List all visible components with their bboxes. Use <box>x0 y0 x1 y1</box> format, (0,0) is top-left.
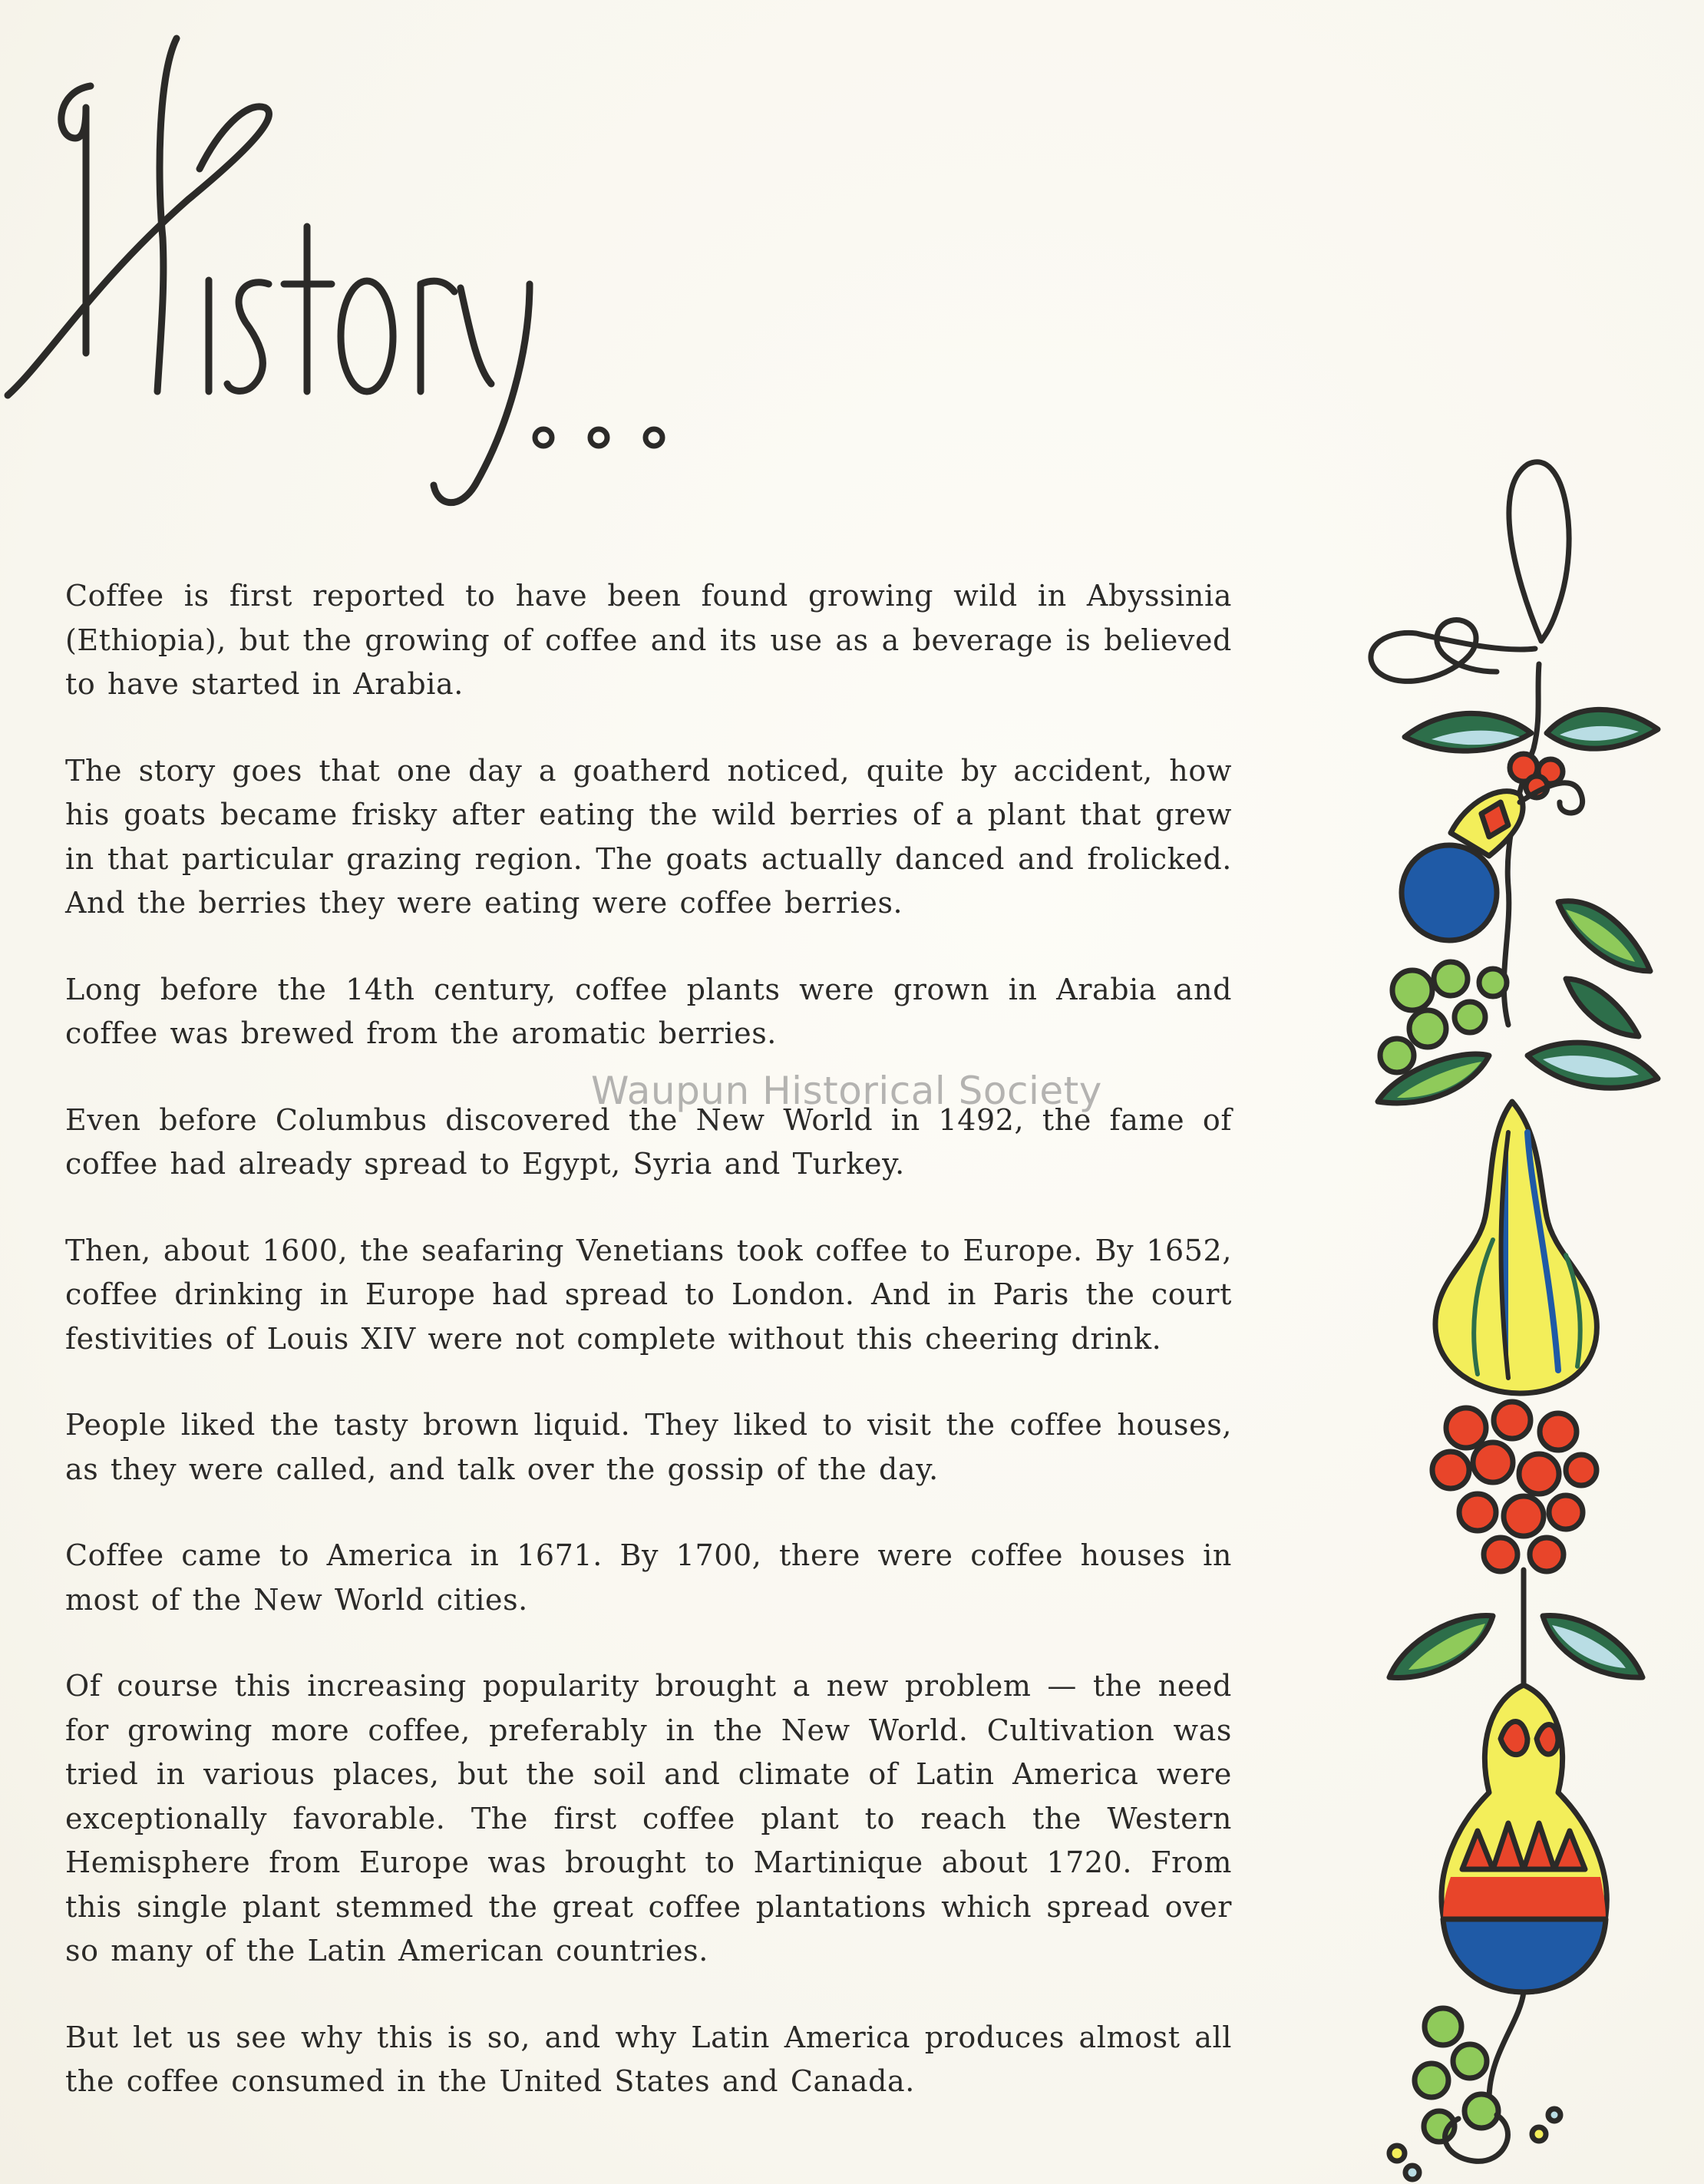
paragraph-9: But let us see why this is so, and why Latin America produces almost all the coffee consumed in the United States and Canada. <box>65 2020 1232 2098</box>
red-berry <box>1484 1538 1517 1571</box>
paragraph-2: The story goes that one day a goatherd noticed, quite by accident, how his goats became frisky after eating the wild berries of a plant that grew in that particular grazing region. The goats actually danced and frolicked. And the berries they were eating were coffee berries. <box>65 753 1232 920</box>
red-berry <box>1459 1494 1496 1531</box>
letter-h-bar <box>8 107 269 395</box>
red-berry <box>1566 1455 1597 1485</box>
red-berry <box>1494 1402 1531 1439</box>
red-berry <box>1519 1454 1559 1494</box>
bulb-neck-pattern <box>1537 1724 1558 1754</box>
letter-o <box>341 281 393 392</box>
red-berry <box>1549 1495 1583 1529</box>
red-berry <box>1432 1452 1469 1488</box>
green-berry <box>1455 1002 1485 1033</box>
bulb-bottom <box>1443 1919 1606 1992</box>
green-berry <box>1434 962 1468 996</box>
paragraph-7: Coffee came to America in 1671. By 1700, there were coffee houses in most of the New World cities. <box>65 1538 1232 1617</box>
letter-t <box>284 226 332 392</box>
leaf <box>1566 979 1639 1036</box>
letter-s <box>227 282 269 392</box>
red-berry <box>1446 1408 1486 1448</box>
paragraph-5: Then, about 1600, the seafaring Venetians took coffee to Europe. By 1652, coffee drinking in Europe had spread to London. And in Paris the court festivities of Louis XIV were not complete without this cheering drink. <box>65 1233 1232 1356</box>
ellipsis-dot <box>535 429 552 446</box>
bead <box>1548 2109 1560 2121</box>
green-berry <box>1415 2063 1448 2097</box>
red-berry <box>1540 1413 1577 1450</box>
green-berry <box>1479 969 1507 996</box>
ellipsis-dot <box>590 429 607 446</box>
yellow-gourd <box>1435 1102 1597 1393</box>
paragraph-6: People liked the tasty brown liquid. They liked to visit the coffee houses, as they were called, and talk over the gossip of the day. <box>65 1408 1232 1486</box>
green-berry <box>1453 2044 1487 2078</box>
paragraph-3: Long before the 14th century, coffee plants were grown in Arabia and coffee was brewed from the aromatic berries. <box>65 972 1232 1050</box>
red-berry <box>1473 1442 1513 1482</box>
blue-vessel <box>1402 845 1497 940</box>
hanging-loop <box>1509 462 1569 641</box>
paragraph-4: Even before Columbus discovered the New World in 1492, the fame of coffee had already spread to Egypt, Syria and Turkey. <box>65 1102 1232 1181</box>
article-body <box>65 574 1232 2146</box>
green-berry <box>1465 2094 1498 2128</box>
paragraph-8: Of course this increasing popularity brought a new problem — the need for growing more coffee, preferably in the New World. Cultivation was tried in various places, but the soil and climate of Latin America were exceptionally favorable. The first coffee plant to reach the Western Hemisphere from Europe was brought to Martinique about 1720. From this single plant stemmed the great coffee plantations which spread over so many of the Latin American countries. <box>65 1669 1232 1968</box>
bulb-neck-pattern <box>1501 1722 1527 1755</box>
title-lettering <box>0 31 691 522</box>
letter-y <box>434 284 530 503</box>
green-berry <box>1425 2008 1461 2045</box>
ellipsis-dot <box>646 429 662 446</box>
green-berry <box>1392 970 1432 1010</box>
coffee-ornament-illustration <box>1336 441 1689 2184</box>
red-berry <box>1530 1538 1564 1571</box>
watermark: Waupun Historical Society <box>591 1069 1102 1113</box>
stem <box>1489 1992 1524 2100</box>
red-berry <box>1504 1496 1544 1536</box>
ribbon-curl <box>1371 620 1535 682</box>
paragraph-1: Coffee is first reported to have been found growing wild in Abyssinia (Ethiopia), but the growing of coffee and its use as a beverage is believed to have started in Arabia. <box>65 579 1232 701</box>
green-berry <box>1409 1010 1446 1047</box>
bulb-band <box>1443 1877 1606 1919</box>
green-berry <box>1380 1039 1414 1072</box>
bead <box>1389 2146 1405 2161</box>
bead <box>1532 2127 1546 2141</box>
letter-r <box>421 281 454 392</box>
bead <box>1405 2166 1419 2179</box>
